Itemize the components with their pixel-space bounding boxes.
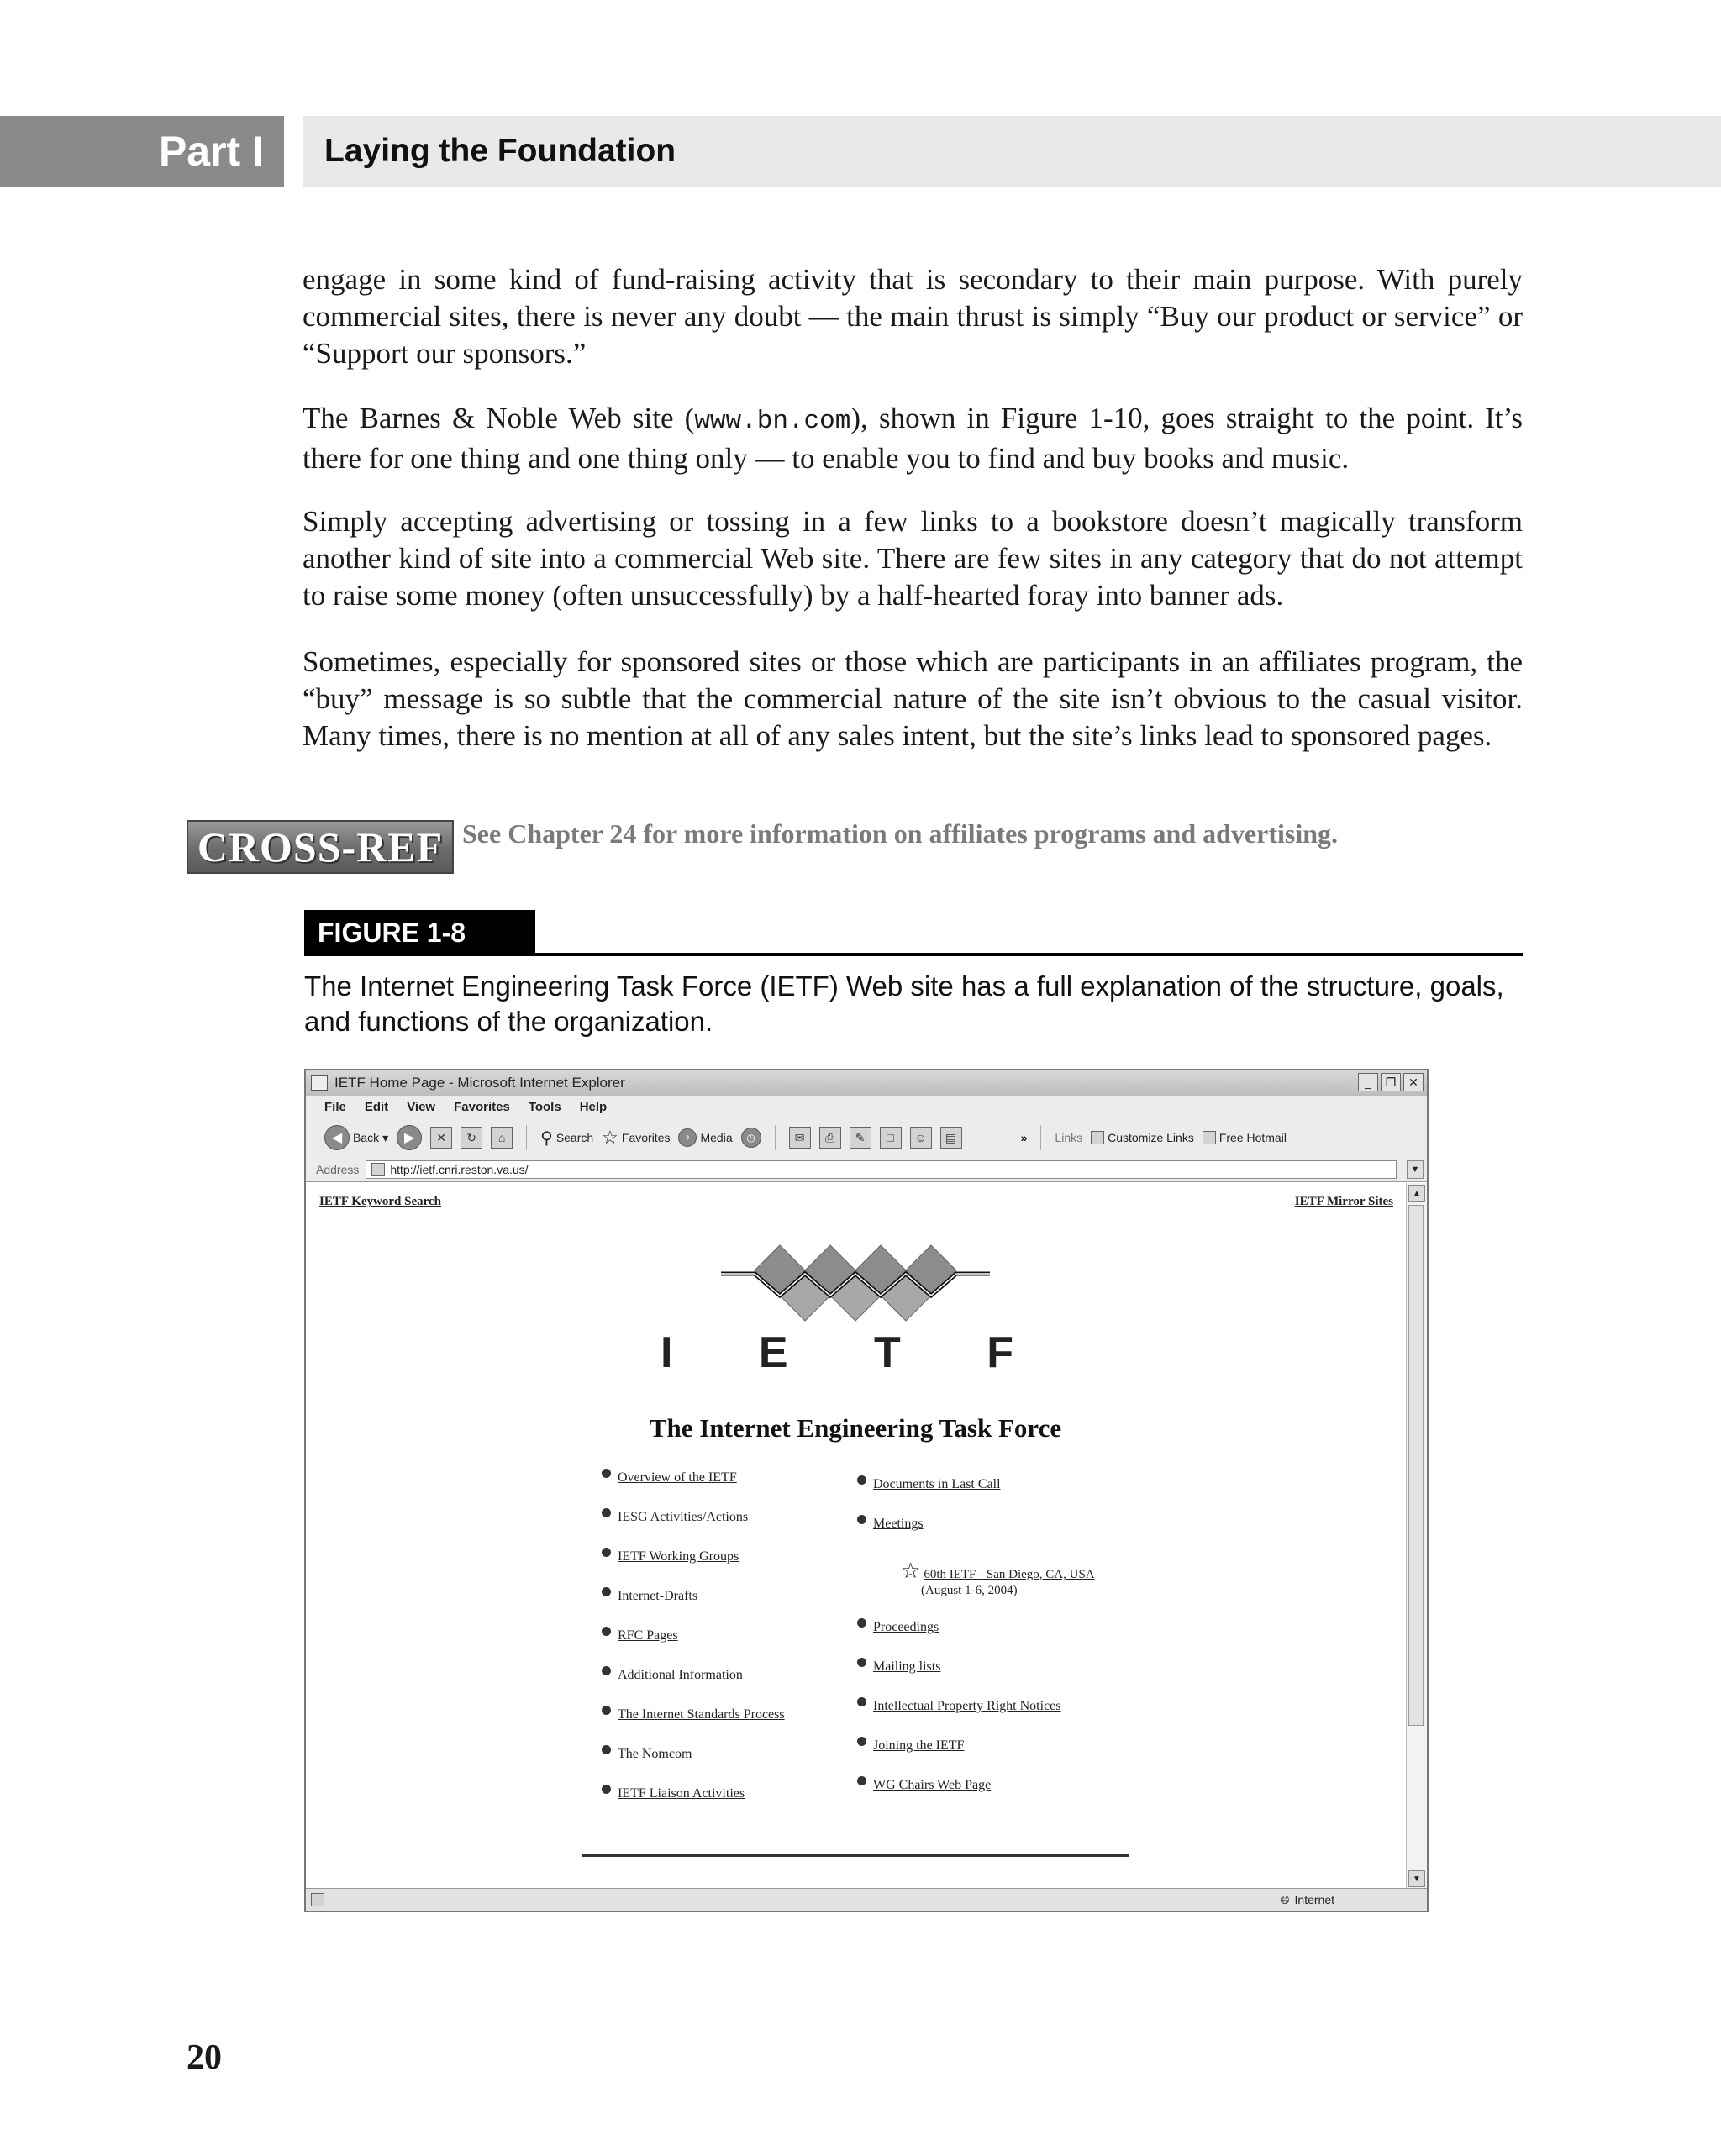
browser-titlebar: [306, 1070, 1427, 1096]
cross-ref-text: See Chapter 24 for more information on affiliates programs and advertising.: [462, 818, 1339, 849]
research-icon[interactable]: ▤: [940, 1127, 962, 1149]
content-bottom-rule: [582, 1854, 1129, 1857]
mail-icon[interactable]: ✉: [789, 1127, 811, 1149]
mirror-sites-link[interactable]: IETF Mirror Sites: [1294, 1195, 1393, 1208]
menu-view[interactable]: View: [407, 1099, 436, 1114]
minimize-button[interactable]: _: [1358, 1073, 1378, 1091]
bullet-icon: [602, 1508, 611, 1517]
figure-rule: [304, 953, 1523, 956]
list-item: [602, 1627, 678, 1643]
search-icon: ⚲: [540, 1128, 553, 1148]
restore-button[interactable]: ❐: [1381, 1073, 1401, 1091]
back-label: Back: [353, 1131, 380, 1144]
search-label: Search: [555, 1131, 594, 1144]
bullet-icon: [602, 1548, 611, 1557]
link-overview[interactable]: Overview of the IETF: [618, 1470, 737, 1485]
toolbar-chevron[interactable]: »: [1020, 1131, 1028, 1144]
menu-tools[interactable]: Tools: [528, 1099, 561, 1114]
page-number: 20: [187, 2038, 222, 2077]
link-last-call[interactable]: Documents in Last Call: [873, 1477, 1001, 1491]
messenger-icon[interactable]: ☺: [910, 1127, 932, 1149]
meeting-dates: (August 1-6, 2004): [921, 1584, 1018, 1597]
page-content: [306, 1183, 1405, 1889]
stop-icon[interactable]: ✕: [430, 1127, 452, 1149]
address-dropdown-icon[interactable]: ▼: [1407, 1160, 1424, 1179]
link-60th-ietf[interactable]: 60th IETF - San Diego, CA, USA: [924, 1568, 1095, 1581]
customize-links-button[interactable]: [1091, 1131, 1194, 1144]
link-standards-process[interactable]: The Internet Standards Process: [618, 1707, 785, 1722]
list-item: [857, 1776, 991, 1793]
bullet-icon: [857, 1515, 866, 1524]
star-icon: ☆: [901, 1559, 921, 1583]
search-button[interactable]: [540, 1128, 593, 1149]
bullet-icon: [602, 1706, 611, 1715]
dropdown-arrow-icon: ▾: [382, 1130, 389, 1144]
bullet-icon: [602, 1587, 611, 1596]
home-icon[interactable]: ⌂: [491, 1127, 513, 1149]
media-button[interactable]: [678, 1128, 732, 1147]
link-internet-drafts[interactable]: Internet-Drafts: [618, 1589, 698, 1603]
paragraph-2: [303, 400, 1523, 477]
paragraph-2-after: ), shown in Figure 1-10, goes straight to the point. It’s there for one thing and one thing only — to enable you to find and buy books and music.: [303, 402, 1523, 475]
print-icon[interactable]: ⎙: [819, 1127, 841, 1149]
customize-links-label: Customize Links: [1108, 1131, 1194, 1144]
list-item: [602, 1587, 697, 1604]
discuss-icon[interactable]: □: [880, 1127, 902, 1149]
list-item: [857, 1658, 940, 1675]
forward-arrow-icon[interactable]: ▶: [397, 1125, 422, 1150]
page-icon: [1203, 1131, 1216, 1144]
ietf-logo: [661, 1237, 1050, 1380]
list-item: [857, 1618, 939, 1635]
link-rfc-pages[interactable]: RFC Pages: [618, 1628, 678, 1643]
scroll-down-icon[interactable]: ▼: [1408, 1870, 1425, 1887]
link-iesg[interactable]: IESG Activities/Actions: [618, 1510, 749, 1524]
list-item: [602, 1469, 737, 1486]
page-icon: [1091, 1131, 1104, 1144]
toolbar-separator: [526, 1125, 527, 1150]
page-icon: [371, 1163, 385, 1176]
bullet-icon: [602, 1745, 611, 1754]
links-label: Links: [1055, 1131, 1083, 1144]
star-icon: ☆: [602, 1127, 618, 1148]
bullet-icon: [602, 1469, 611, 1478]
link-liaison[interactable]: IETF Liaison Activities: [618, 1786, 745, 1801]
menu-favorites[interactable]: Favorites: [454, 1099, 510, 1114]
bullet-icon: [857, 1737, 866, 1746]
cross-ref-badge: CROSS-REF: [187, 820, 454, 874]
link-joining[interactable]: Joining the IETF: [873, 1738, 965, 1753]
section-title: Laying the Foundation: [303, 116, 1721, 187]
link-ipr-notices[interactable]: Intellectual Property Right Notices: [873, 1699, 1061, 1713]
link-meetings[interactable]: Meetings: [873, 1517, 924, 1531]
bullet-icon: [857, 1697, 866, 1706]
refresh-icon[interactable]: ↻: [461, 1127, 482, 1149]
list-item: [857, 1697, 1061, 1714]
free-hotmail-button[interactable]: [1203, 1131, 1287, 1144]
vertical-scrollbar[interactable]: [1406, 1183, 1427, 1889]
media-icon: ♪: [678, 1128, 697, 1147]
page-icon: [311, 1893, 324, 1906]
browser-toolbar: [306, 1117, 1427, 1159]
status-zone-label: Internet: [1294, 1893, 1334, 1906]
link-wg-chairs[interactable]: WG Chairs Web Page: [873, 1778, 992, 1792]
scroll-up-icon[interactable]: ▲: [1408, 1185, 1425, 1202]
list-item: [857, 1515, 924, 1532]
link-working-groups[interactable]: IETF Working Groups: [618, 1549, 739, 1564]
history-icon[interactable]: ◷: [741, 1128, 761, 1148]
figure-label: FIGURE 1-8: [304, 910, 535, 955]
keyword-search-link[interactable]: IETF Keyword Search: [319, 1195, 441, 1208]
favorites-label: Favorites: [621, 1131, 671, 1144]
favorites-button[interactable]: [602, 1127, 670, 1149]
scroll-thumb[interactable]: [1408, 1205, 1424, 1726]
menu-bar: [306, 1096, 1427, 1118]
list-item: [602, 1548, 739, 1564]
list-item: [857, 1475, 1001, 1492]
menu-help[interactable]: Help: [579, 1099, 608, 1114]
bullet-icon: [857, 1776, 866, 1785]
address-value: http://ietf.cnri.reston.va.us/: [390, 1163, 529, 1176]
menu-file[interactable]: File: [324, 1099, 346, 1114]
paragraph-3: Simply accepting advertising or tossing in a few links to a bookstore doesn’t magically transform another kind of site into a commercial Web site. There are few sites in any category that do not attempt to raise some money (often unsuccessfully) by a half-hearted foray into banner ads.: [303, 505, 1523, 612]
link-mailing-lists[interactable]: Mailing lists: [873, 1659, 941, 1674]
list-item: [602, 1785, 745, 1801]
toolbar-separator: [775, 1125, 776, 1150]
free-hotmail-label: Free Hotmail: [1218, 1131, 1287, 1144]
meeting-entry: [901, 1559, 1095, 1599]
toolbar-separator: [1040, 1125, 1041, 1150]
bullet-icon: [857, 1618, 866, 1628]
bullet-icon: [602, 1627, 611, 1636]
list-item: [602, 1508, 748, 1525]
close-button[interactable]: ✕: [1403, 1073, 1424, 1091]
status-bar: [306, 1888, 1427, 1911]
bullet-icon: [857, 1475, 866, 1485]
list-item: [602, 1666, 743, 1683]
edit-icon[interactable]: ✎: [850, 1127, 871, 1149]
bullet-icon: [602, 1666, 611, 1675]
bullet-icon: [602, 1785, 611, 1794]
link-nomcom[interactable]: The Nomcom: [618, 1747, 692, 1761]
address-label: Address: [316, 1163, 360, 1176]
browser-title: IETF Home Page - Microsoft Internet Explorer: [334, 1075, 625, 1091]
ie-page-icon: [311, 1075, 328, 1091]
back-arrow-icon: ◀: [324, 1125, 350, 1150]
bullet-icon: [857, 1658, 866, 1667]
address-bar: [306, 1158, 1427, 1182]
media-label: Media: [700, 1131, 733, 1144]
address-input[interactable]: [366, 1160, 1397, 1179]
figure-caption: The Internet Engineering Task Force (IETF) Web site has a full explanation of the structure, goals, and functions of the organization.: [304, 970, 1504, 1037]
list-item: [857, 1737, 964, 1754]
bn-url: www.bn.com: [694, 407, 851, 436]
menu-edit[interactable]: Edit: [364, 1099, 389, 1114]
ietf-logo-text: I E T F: [661, 1328, 1050, 1377]
status-zone: [1280, 1893, 1334, 1907]
ietf-page-title: The Internet Engineering Task Force: [649, 1413, 1062, 1443]
part-label: Part I: [0, 116, 284, 187]
paragraph-1: engage in some kind of fund-raising activity that is secondary to their main purpose. With purely commercial sites, there is never any doubt — the main thrust is simply “Buy our product or service” or “Support our sponsors.”: [303, 263, 1523, 370]
link-additional-info[interactable]: Additional Information: [618, 1668, 743, 1682]
globe-icon: 🌐︎: [1280, 1892, 1290, 1906]
paragraph-2-before: The Barnes & Noble Web site (: [303, 402, 695, 434]
browser-window: [304, 1069, 1429, 1912]
back-button[interactable]: [324, 1125, 388, 1150]
paragraph-4: Sometimes, especially for sponsored sites or those which are participants in an affiliates program, the “buy” message is so subtle that the commercial nature of the site isn’t obvious to the casual visitor. Many times, there is no mention at all of any sales intent, but the site’s links lead to sponsored pages.: [303, 645, 1523, 752]
list-item: [602, 1706, 785, 1722]
window-buttons: [1358, 1073, 1424, 1091]
link-proceedings[interactable]: Proceedings: [873, 1620, 939, 1634]
list-item: [602, 1745, 692, 1762]
